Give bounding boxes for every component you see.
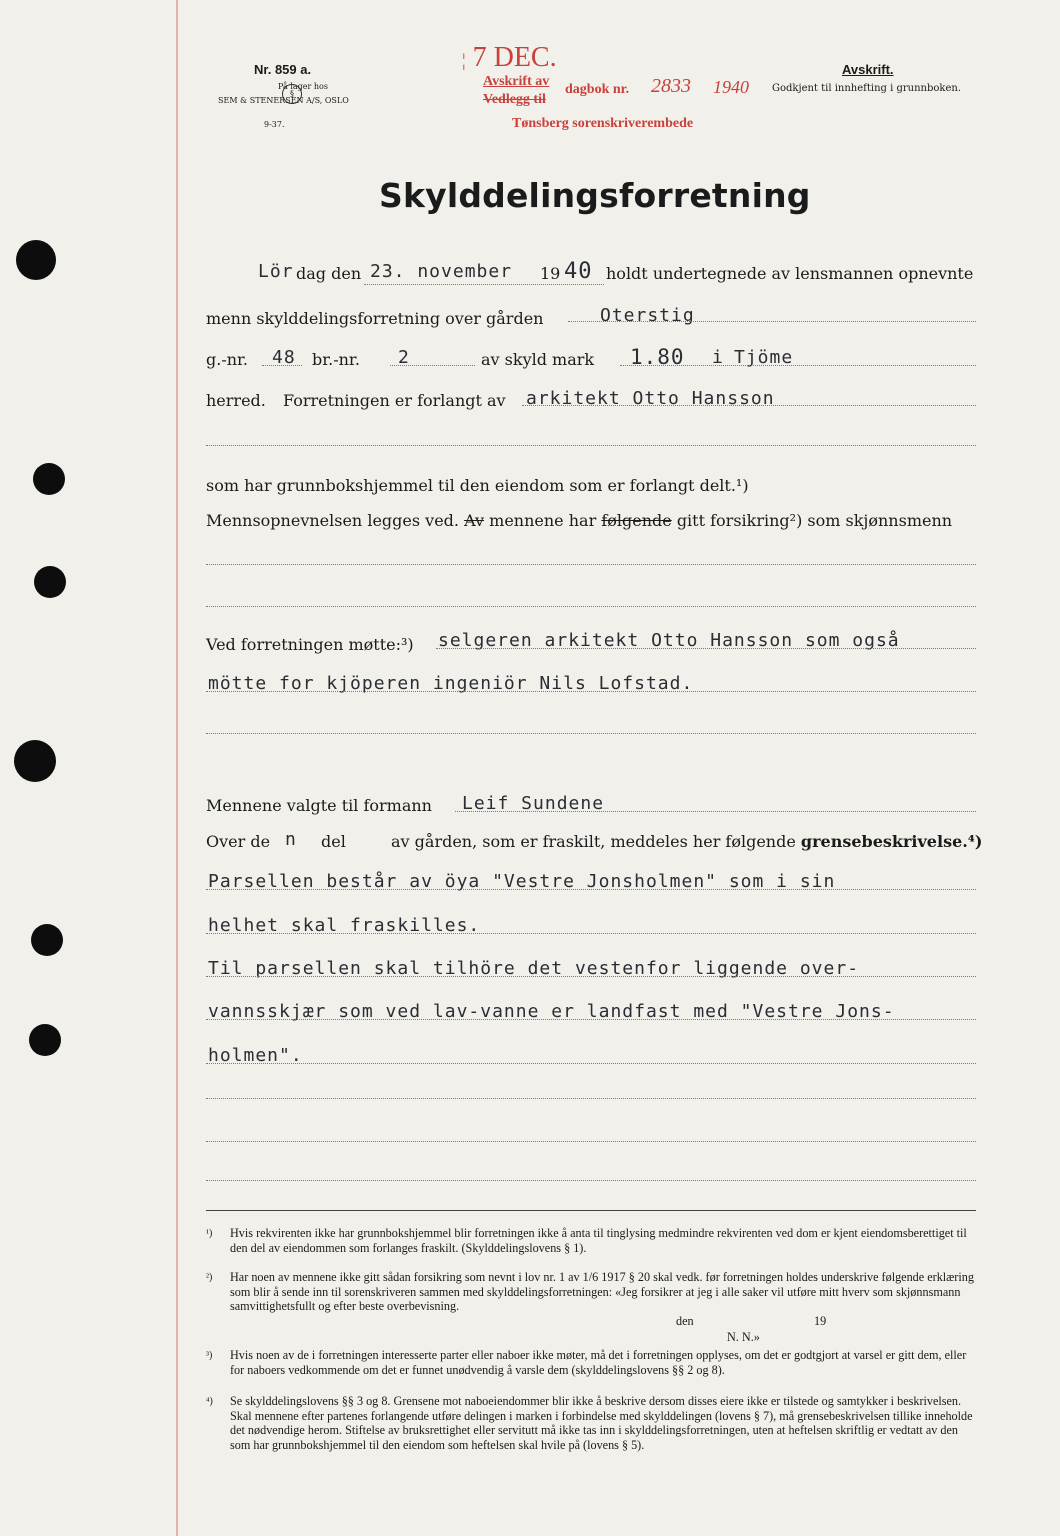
stamp-office: Tønsberg sorenskriverembede — [512, 116, 694, 131]
herred-label: herred. — [206, 391, 266, 410]
footnote-2: Har noen av mennene ikke gitt sådan forsikring som nevnt i lov nr. 1 av 1/6 1917 § 20 skal vedk. før forretningen holdes underskrive følgende erklæring som blir å sende inn til sorenskriveren sammen med skylddelingsforretningen: «Jeg forsikrer at jeg i alle saker vil utføre mitt hverv som skjønnsmann samvittighetsfullt og efter beste overbevisning. — [230, 1270, 974, 1314]
form-number: Nr. 859 a. — [254, 62, 312, 77]
footnote-marker: ¹) — [206, 1228, 213, 1239]
chair-label: Mennene valgte til formann — [206, 796, 432, 815]
bnr-label: br.-nr. — [312, 350, 360, 369]
gnr-label: g.-nr. — [206, 350, 249, 369]
over-de-label: Over de — [206, 832, 271, 851]
stamp-number: 2833 — [651, 75, 691, 97]
del-label: del — [321, 832, 346, 851]
footnote-marker: ³) — [206, 1350, 213, 1361]
footnote-3: Hvis noen av de i forretningen interesserte parter eller naboer ikke møter, må det i forretningen opplyses, om det er godtgjort at varsel er gitt dem, eller for naboers vedkommende om det er funnet unødvendig å varsle dem (skylddelingslovens §§ 2 og 8). — [230, 1348, 967, 1377]
over-rest-text: av gården, som er fraskilt, meddeles her følgende grensebeskrivelse.⁴) — [391, 832, 983, 851]
typed-attended-2: mötte for kjöperen ingeniör Nils Lofstad. — [208, 673, 694, 694]
approval-note: Godkjent til innhefting i grunnboken. — [772, 83, 961, 94]
typed-skyld: 1.80 — [630, 345, 685, 369]
typed-bnr: 2 — [398, 347, 410, 368]
footnote-4: Se skylddelingslovens §§ 3 og 8. Grensene mot naboeiendommer blir ikke å beskrive dersom disses eiere ikke er tilstede og samtykker i beskrivelsen. Skal mennene efter partenes forlangende utføre delingen i marken i forbindelse med skylddelingen (lovens § 7), må grensebeskrivelsen tillike inneholde det nødvendige herom. Stiftelse av bruksrettighet eller servitutt må ikke tas inn i skylddelingsforretningen, uten at heftelsen skriftlig er vedtatt av den som har grunnbokshjemmel til den eiendom som heftelsen skal hvile på (lovens § 5). — [230, 1394, 973, 1452]
typed-farm: Oterstig — [600, 305, 695, 326]
footnote-2-year: 19 — [814, 1314, 827, 1328]
grunnboks-text: som har grunnbokshjemmel til den eiendom som er forlangt delt.¹) — [206, 476, 749, 495]
typed-date: 23. november — [370, 261, 513, 282]
typed-desc-line: holmen". — [208, 1045, 303, 1066]
punch-hole — [14, 740, 56, 782]
footnote-1: Hvis rekvirenten ikke har grunnbokshjemmel blir forretningen ikke å anta til tinglysing medmindre rekvirenten ved dom er kjent eiendomsberettiget til den del av eiendommen som forlanges fraskilt. (Skylddelingslovens § 1). — [230, 1226, 967, 1255]
typed-herred: Tjöme — [734, 347, 794, 368]
typed-desc-line: Parsellen består av öya "Vestre Jonsholmen" som i sin — [208, 871, 836, 892]
footnote-2-nn: N. N.» — [727, 1330, 760, 1344]
typed-desc-line: helhet skal fraskilles. — [208, 915, 481, 936]
day-label: dag den — [296, 264, 362, 283]
seal-icon: § — [282, 84, 302, 104]
date-code: 9-37. — [264, 120, 285, 129]
stamp-dagbok: dagbok nr. — [565, 82, 630, 97]
year-prefix: 19 — [540, 264, 561, 283]
typed-over-n: n — [285, 829, 297, 850]
skyld-label: av skyld mark — [481, 350, 595, 369]
typed-year: 40 — [564, 259, 593, 284]
punch-hole — [16, 240, 56, 280]
typed-desc-line: vannsskjær som ved lav-vanne er landfast med "Vestre Jons- — [208, 1001, 895, 1022]
line1-text: holdt undertegnede av lensmannen opnevnte — [606, 264, 974, 283]
stamp-year: 1940 — [713, 77, 749, 97]
margin-line — [176, 0, 178, 1536]
footnote-marker: ²) — [206, 1272, 213, 1283]
publisher-line: SEM & STENERSEN A/S, OSLO — [218, 96, 349, 105]
footnote-2-den: den — [676, 1314, 694, 1328]
footnote-marker: ⁴) — [206, 1396, 213, 1407]
menn-text: Mennsopnevnelsen legges ved. Av mennene har følgende gitt forsikring²) som skjønnsmenn — [206, 511, 953, 530]
attended-label: Ved forretningen møtte:³) — [206, 635, 414, 654]
requested-label: Forretningen er forlangt av — [283, 391, 506, 410]
punch-hole — [33, 463, 65, 495]
punch-hole — [29, 1024, 61, 1056]
typed-i: i — [712, 347, 724, 368]
typed-attended-1: selgeren arkitekt Otto Hansson som også — [438, 630, 900, 651]
stamp-avskrift: Avskrift av — [483, 74, 550, 89]
document-title: Skylddelingsforretning — [379, 176, 811, 215]
stamp-vedlegg: Vedlegg til — [483, 92, 546, 107]
punch-hole — [34, 566, 66, 598]
avskrift-label: Avskrift. — [842, 62, 894, 77]
line2-text: menn skylddelingsforretning over gården — [206, 309, 544, 328]
punch-hole — [31, 924, 63, 956]
typed-gnr: 48 — [272, 347, 296, 368]
typed-requester: arkitekt Otto Hansson — [526, 388, 775, 409]
typed-desc-line: Til parsellen skal tilhöre det vestenfor liggende over- — [208, 958, 860, 979]
stamp-date: ¦ 7 DEC. — [462, 42, 557, 73]
publisher-line: På lager hos — [278, 82, 328, 91]
typed-day: Lör — [258, 261, 294, 282]
typed-chair: Leif Sundene — [462, 793, 605, 814]
